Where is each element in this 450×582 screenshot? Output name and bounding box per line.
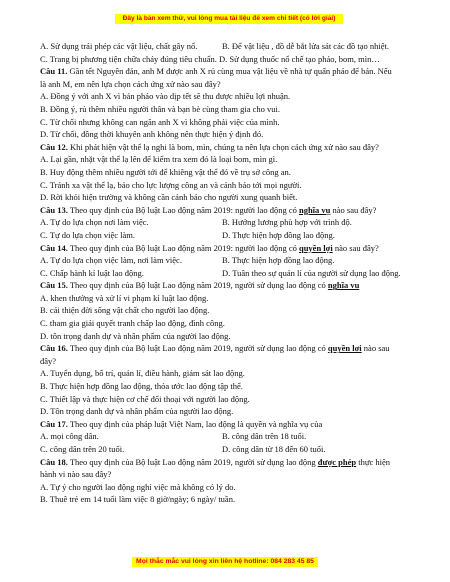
option-a: A. Tuyển dụng, bố trí, quản lí, điều hành, giám sát lao động. [40,368,245,379]
question-text: Gần tết Nguyên đán, anh M được anh X rủ cùng mua vật liệu về nhà tự quấn pháo để bán. Nếu [67,66,392,77]
option-d: D. Từ chối, đồng thời khuyên anh không nên thực hiện ý định đó. [40,129,264,140]
question-number: Câu 13. [40,204,68,215]
option-b: B. Huy động thêm nhiều người tới để khiêng vật thể đó về trụ sở công an. [40,166,291,177]
option-b: B. Đồng ý, rủ thêm nhiều người thân và bạn bè cùng tham gia cho vui. [40,103,280,114]
document-body [40,40,418,506]
question-text: Theo quy định của Bộ luật Lao động năm 2019, người sử dụng lao động [67,456,318,467]
option-c: C. Từ chối nhưng không can ngăn anh X vì không phải việc của mình. [40,116,280,127]
question-text-cont: hành vi nào sau đây? [40,469,112,480]
question-text-cont: là anh M, em nên lựa chọn cách ứng xử nào sau đây? [40,78,221,89]
option-a: A. Tự ý cho người lao động nghỉ việc mà không có lý do. [40,481,236,492]
question-text: Khi phát hiện vật thể lạ nghi là bom, mìn, chúng ta nên lựa chọn cách ứng xử nào sau đây? [67,141,379,152]
option-row [40,229,418,242]
option-a: A. mọi công dân. [40,431,99,442]
question-14 [40,242,418,255]
option-d: D. Tuân theo sự quản lí của người sử dụng lao động. [222,267,401,278]
emphasis-term: quyền lợi [298,242,333,253]
option-b: B. Thuê trẻ em 14 tuổi làm việc 8 giờ/ngày; 6 ngày/ tuần. [40,494,236,505]
question-17 [40,418,418,431]
option-c: C. Thiết lập và thực hiện cơ chế đối thoại với người lao động. [40,393,250,404]
question-tail: nào sau đây? [332,242,379,253]
question-tail: nào sau [361,343,390,354]
question-number: Câu 16. [40,343,68,354]
option-a: A. khen thưởng và xử lí vi phạm kỉ luật lao động. [40,292,209,303]
question-text: Theo quy định của pháp luật Việt Nam, lao động là quyền và nghĩa vụ của [67,418,323,429]
option-d: D. tôn trọng danh dự và nhân phẩm của người lao động. [40,330,231,341]
question-text: Theo quy định của Bộ luật Lao động năm 2019: người lao động có [67,204,299,215]
option-c: C. Tránh xa vật thể lạ, báo cho lực lượng công an và cảnh báo tới mọi người. [40,179,302,190]
option-c: C. công dân trên 20 tuổi. [40,444,125,454]
option-b: B. Hưởng lương phù hợp với trình độ. [222,217,352,228]
option-d: D. công dân từ 18 đến 60 tuổi. [222,444,326,454]
option-a: A. Tự do lựa chọn việc làm, nơi làm việc. [40,255,182,266]
option-d: D. Rời khỏi hiện trường và không cần cảnh báo cho người xung quanh biết. [40,192,298,203]
hotline-banner: Mọi thắc mắc vui lòng xin liên hệ hotline: 084 283 45 85 [132,557,318,567]
question-number: Câu 12. [40,141,68,152]
option-c: C. Chấp hành kỉ luật lao động. [40,267,144,278]
question-12 [40,141,418,154]
question-number: Câu 14. [40,242,68,253]
option-row [40,216,418,229]
option-b: B. Để vật liệu , đồ dễ bắt lửa sát các đồ tạo nhiệt. [222,41,389,51]
option-row [40,254,418,267]
option-row: C. Trang bị phương tiện chữa cháy đúng tiêu chuẩn. D. Sử dụng thuốc nổ chế tạo pháo, bom, mìn… [40,53,380,64]
question-16 [40,342,418,355]
emphasis-term: nghĩa vụ [298,204,331,215]
option-b: B. công dân trên 18 tuổi. [222,431,307,442]
footer [0,550,450,568]
question-11 [40,65,418,78]
preview-banner: Đây là bản xem thử, vui lòng mua tài liệu để xem chi tiết (có lời giải) [115,14,343,24]
option-b: B. Thực hiện hợp đồng lao động. [222,255,335,266]
question-tail: nào sau đây? [330,204,377,215]
option-a: A. Sử dụng trái phép các vật liệu, chất gây nổ. [40,41,198,51]
question-number: Câu 18. [40,456,68,467]
emphasis-term: được phép [317,456,357,467]
option-row [40,443,418,456]
option-d: D. Tôn trọng danh dự và nhân phẩm của người lao động. [40,406,234,417]
option-b: B. cải thiện đời sống vật chất cho người lao động. [40,305,210,316]
option-row [40,430,418,443]
question-18 [40,456,418,469]
option-row [40,40,418,53]
question-text: Theo quy định của Bộ luật Lao động năm 2019, người sử dụng lao động có [67,280,328,291]
question-text-cont: đây? [40,355,57,366]
option-c: C. tham gia giải quyết tranh chấp lao động, đình công. [40,318,225,329]
option-c: C. Tự do lựa chọn việc làm. [40,229,135,240]
question-text: Theo quy định của Bộ luật Lao động năm 2019, người sử dụng lao động có [67,343,328,354]
option-row [40,267,418,280]
emphasis-term: quyền lợi [327,343,362,354]
option-a: A. Đồng ý với anh X vì bán pháo vào dịp tết sẽ thu được nhiều lợi nhuận. [40,91,291,102]
question-number: Câu 17. [40,418,68,429]
option-a: A. Lại gần, nhặt vật thể lạ lên để kiểm tra xem đó là loại bom, mìn gì. [40,154,278,165]
option-a: A. Tự do lựa chọn nơi làm việc. [40,217,149,228]
question-tail: thực hiện [356,456,391,467]
question-13 [40,204,418,217]
option-d: D. Thực hiện hợp đồng lao động. [222,229,335,240]
question-number: Câu 15. [40,280,68,291]
question-number: Câu 11. [40,66,68,77]
emphasis-term: nghĩa vụ [327,280,360,291]
question-text: Theo quy định của Bộ luật Lao động năm 2019: người lao động có [67,242,299,253]
question-15 [40,279,418,292]
option-b: B. Thực hiện hợp đồng lao động, thỏa ước lao động tập thể. [40,381,243,392]
